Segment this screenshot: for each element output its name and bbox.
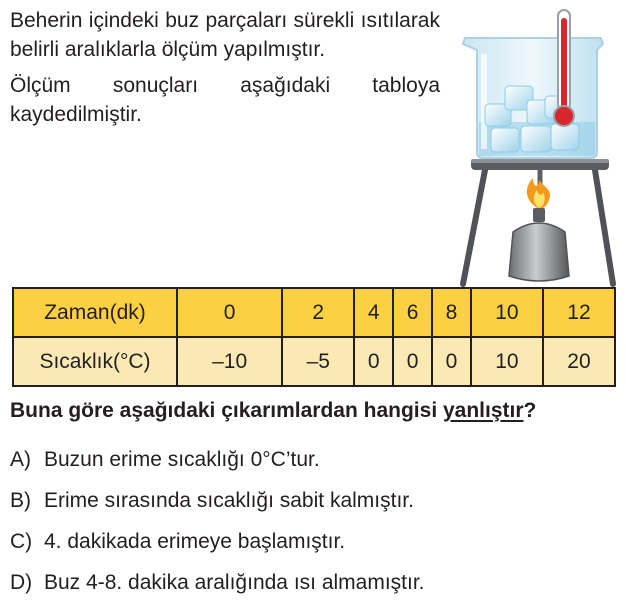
time-cell: 0 (177, 288, 282, 337)
option-letter: A) (10, 448, 31, 471)
option-letter: C) (10, 530, 33, 553)
temperature-cell: 0 (393, 337, 432, 386)
option-text: Buz 4-8. dakika aralığında ısı almamıştır. (44, 571, 425, 594)
time-cell: 8 (432, 288, 471, 337)
question-prefix: Buna göre aşağıdaki çıkarımlardan hangisi (10, 399, 443, 422)
time-cell: 6 (393, 288, 432, 337)
question-text (10, 399, 536, 423)
time-header: Zaman(dk) (13, 288, 177, 337)
intro-paragraph-2: Ölçüm sonuçları aşağıdaki tabloya kaydedilmiştir. (10, 74, 440, 126)
temperature-cell: 0 (432, 337, 471, 386)
option-letter: B) (10, 489, 31, 512)
option-b[interactable] (10, 489, 425, 514)
option-text: Buzun erime sıcaklığı 0°C’tur. (44, 448, 320, 471)
beaker-heating-illustration (455, 4, 620, 287)
question-suffix: ? (523, 399, 537, 422)
temperature-cell: 20 (543, 337, 615, 386)
time-cell: 10 (471, 288, 543, 337)
intro-text (10, 6, 440, 129)
time-cell: 12 (543, 288, 615, 337)
time-cell: 2 (282, 288, 354, 337)
question-emphasis: yanlıştır (442, 399, 524, 422)
thermometer (554, 10, 574, 126)
temperature-cell: 0 (354, 337, 393, 386)
option-c[interactable] (10, 530, 425, 555)
temperature-cell: –5 (282, 337, 354, 386)
option-letter: D) (10, 571, 33, 594)
option-d[interactable] (10, 571, 425, 596)
temperature-cell: –10 (177, 337, 282, 386)
temperature-header: Sıcaklık(°C) (13, 337, 177, 386)
option-text: 4. dakikada erimeye başlamıştır. (44, 530, 346, 553)
measurement-table (12, 287, 616, 387)
option-text: Erime sırasında sıcaklığı sabit kalmıştır. (44, 489, 414, 512)
time-row (13, 288, 615, 337)
temperature-cell: 10 (471, 337, 543, 386)
temperature-row (13, 337, 615, 386)
option-a[interactable] (10, 448, 425, 473)
intro-paragraph-1: Beherin içindeki buz parçaları sürekli ısıtılarak belirli aralıklarla ölçüm yapılmıştır. (10, 9, 440, 61)
time-cell: 4 (354, 288, 393, 337)
answer-options (10, 448, 425, 612)
alcohol-burner (509, 208, 569, 281)
